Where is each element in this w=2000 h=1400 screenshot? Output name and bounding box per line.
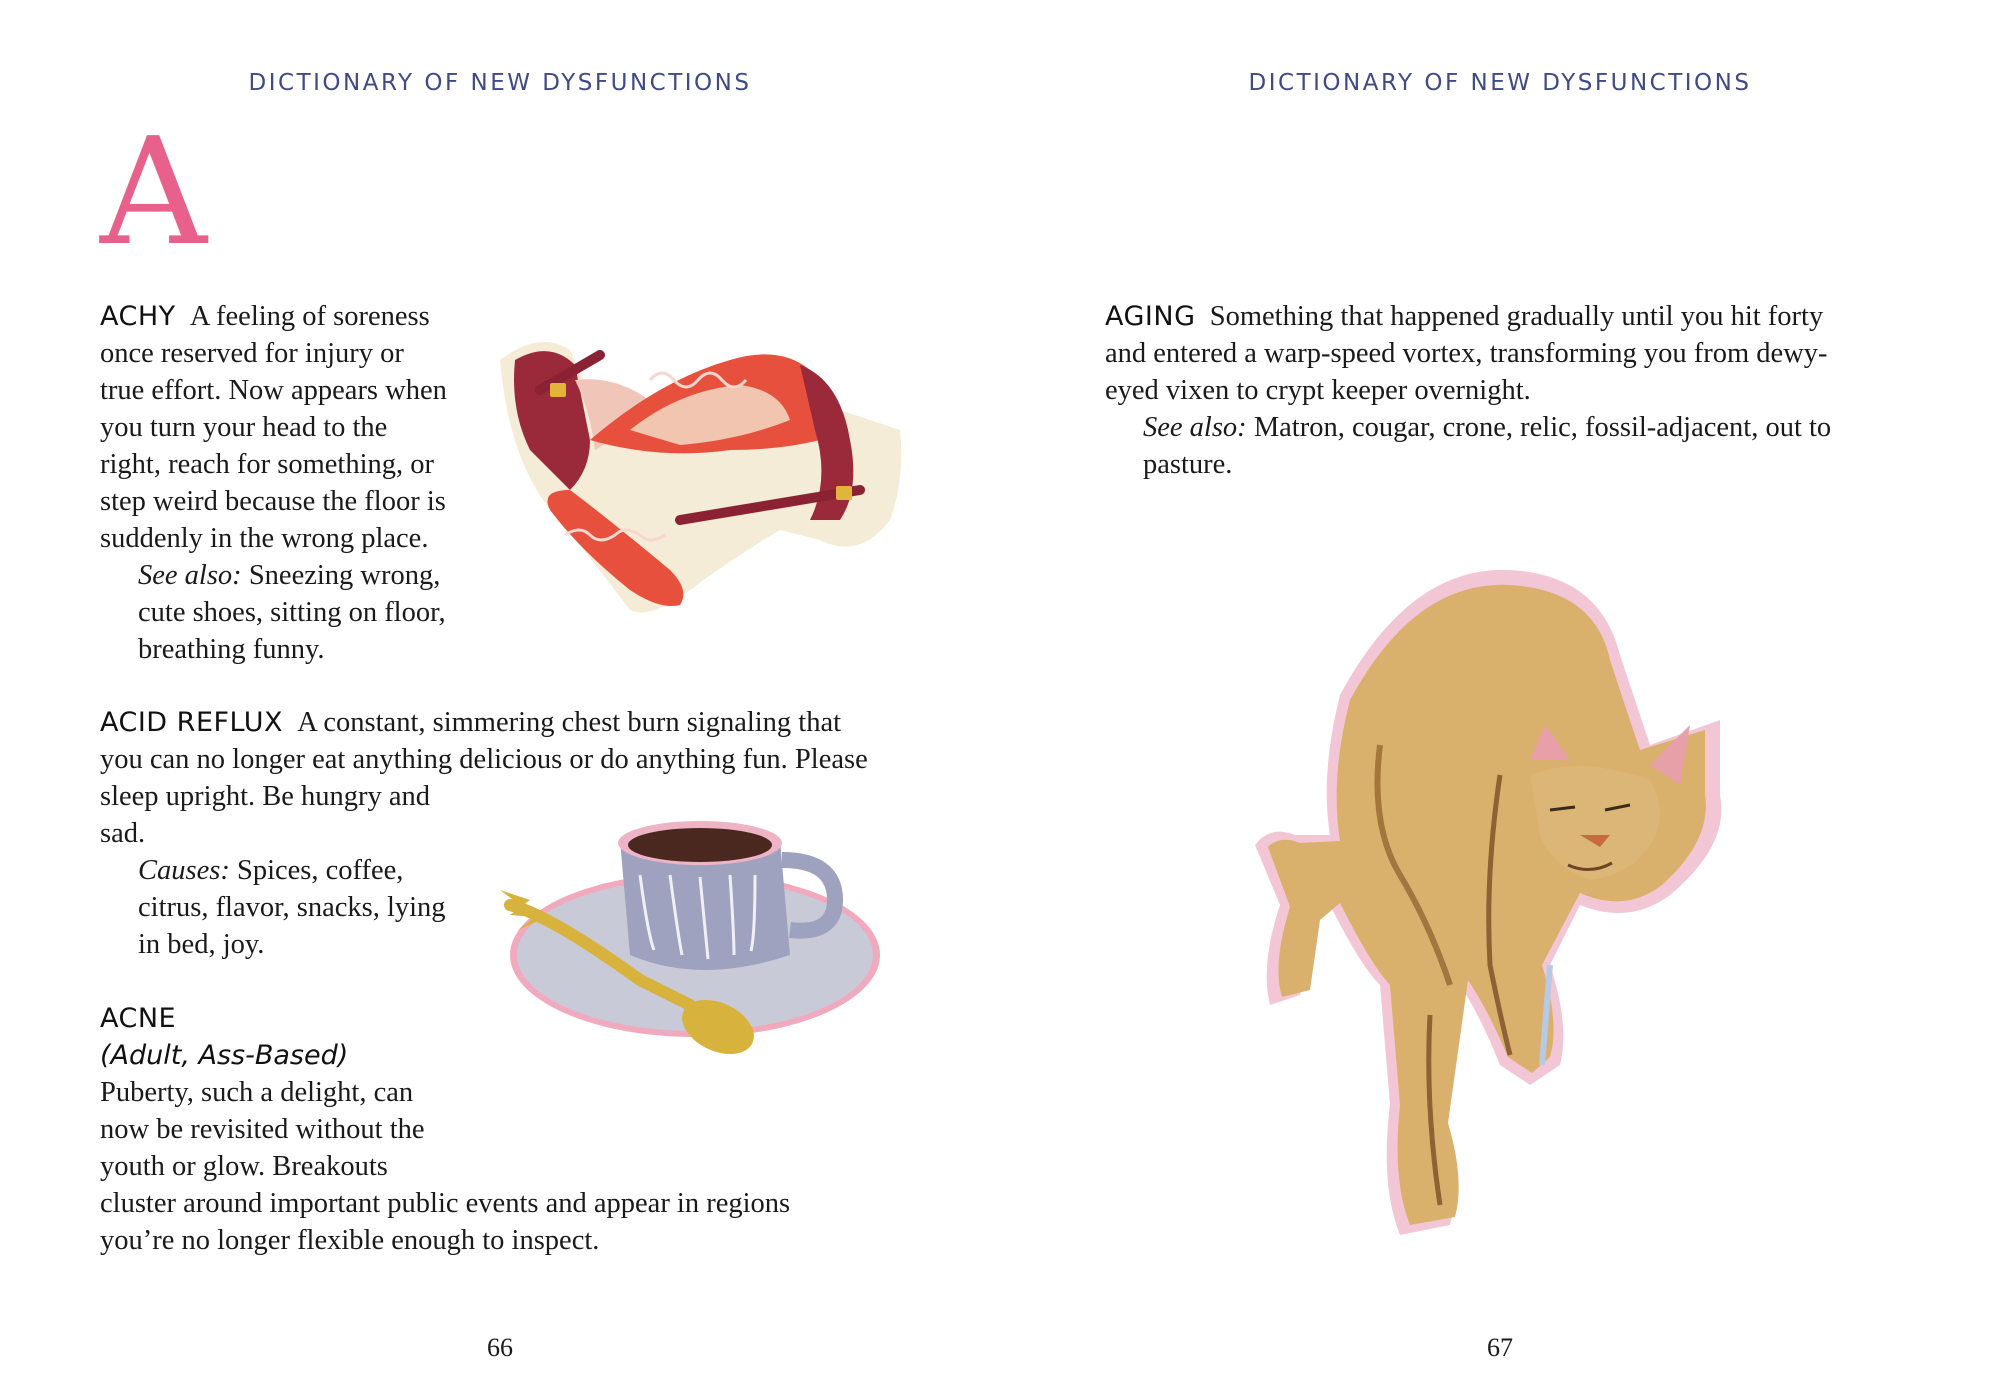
achy-line-7: suddenly in the wrong place. bbox=[100, 523, 429, 554]
acne-line-2: now be revisited without the bbox=[100, 1114, 425, 1145]
term-achy: ACHY bbox=[100, 301, 176, 332]
achy-line-1: A feeling of soreness bbox=[189, 301, 430, 332]
acid-reflux-line-2: you can no longer eat anything delicious or do anything fun. Please bbox=[100, 744, 868, 775]
section-letter: A bbox=[100, 106, 207, 278]
entry-acne bbox=[100, 1000, 790, 1259]
aging-line-1: Something that happened gradually until you hit forty bbox=[1209, 301, 1824, 332]
entry-achy bbox=[100, 298, 447, 668]
achy-line-6: step weird because the floor is bbox=[100, 486, 446, 517]
term-acid-reflux: ACID REFLUX bbox=[100, 707, 283, 738]
aging-see-also-2: pasture. bbox=[1143, 449, 1233, 480]
achy-see-also-1: Sneezing wrong, bbox=[248, 560, 441, 591]
aging-line-3: eyed vixen to crypt keeper overnight. bbox=[1105, 375, 1531, 406]
term-acne: ACNE bbox=[100, 1003, 177, 1034]
acne-subterm: (Adult, Ass-Based) bbox=[100, 1040, 349, 1071]
achy-line-5: right, reach for something, or bbox=[100, 449, 434, 480]
acne-line-5: you’re no longer flexible enough to inspect. bbox=[100, 1225, 600, 1256]
page-number-right: 67 bbox=[1487, 1333, 1513, 1362]
right-page bbox=[1000, 0, 2000, 1400]
running-head-right: DICTIONARY OF NEW DYSFUNCTIONS bbox=[1248, 70, 1752, 96]
achy-see-also-3: breathing funny. bbox=[138, 634, 325, 665]
acne-line-1: Puberty, such a delight, can bbox=[100, 1077, 414, 1108]
achy-line-4: you turn your head to the bbox=[100, 412, 388, 443]
achy-see-also-2: cute shoes, sitting on floor, bbox=[138, 597, 446, 628]
page-number-left: 66 bbox=[487, 1333, 513, 1362]
red-shoes-illustration bbox=[480, 320, 910, 630]
running-head-left: DICTIONARY OF NEW DYSFUNCTIONS bbox=[248, 70, 752, 96]
acid-reflux-causes-3: in bed, joy. bbox=[138, 929, 265, 960]
acne-line-3: youth or glow. Breakouts bbox=[100, 1151, 388, 1182]
acid-reflux-line-1: A constant, simmering chest burn signaling that bbox=[297, 707, 842, 738]
acid-reflux-causes-2: citrus, flavor, snacks, lying bbox=[138, 892, 446, 923]
aging-see-also-1: Matron, cougar, crone, relic, fossil-adjacent, out to bbox=[1253, 412, 1832, 443]
achy-line-3: true effort. Now appears when bbox=[100, 375, 447, 406]
cougar-illustration bbox=[1250, 545, 1770, 1245]
acid-reflux-line-4: sad. bbox=[100, 818, 146, 849]
achy-line-2: once reserved for injury or bbox=[100, 338, 404, 369]
aging-see-also-label: See also: bbox=[1143, 412, 1247, 443]
entry-aging bbox=[1105, 298, 1831, 483]
acid-reflux-causes-label: Causes: bbox=[138, 855, 230, 886]
aging-line-2: and entered a warp-speed vortex, transforming you from dewy- bbox=[1105, 338, 1828, 369]
achy-see-also-label: See also: bbox=[138, 560, 242, 591]
acid-reflux-line-3: sleep upright. Be hungry and bbox=[100, 781, 431, 812]
acid-reflux-causes-1: Spices, coffee, bbox=[236, 855, 404, 886]
acne-line-4: cluster around important public events and appear in regions bbox=[100, 1188, 791, 1219]
term-aging: AGING bbox=[1105, 301, 1196, 332]
